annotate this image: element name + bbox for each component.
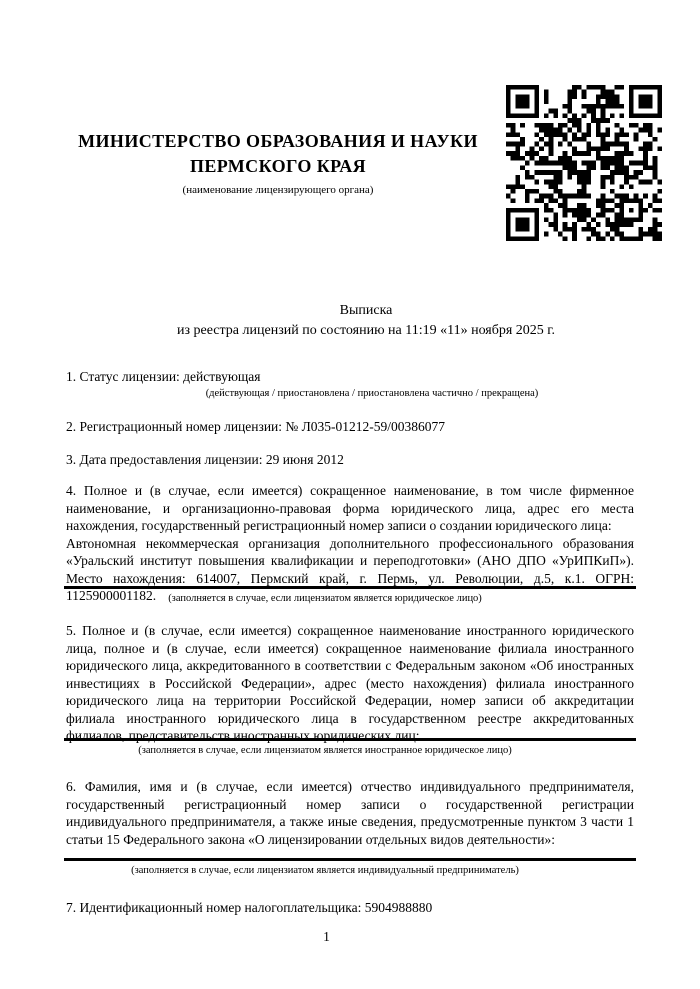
- rule-foreign-entity: [64, 738, 636, 741]
- document-title-line2: из реестра лицензий по состоянию на 11:19 «11» ноября 2025 г.: [177, 323, 555, 338]
- item-foreign-entity: 5. Полное и (в случае, если имеется) сокращенное наименование иностранного юридического лица, полное и (в случае, если имеется) сокращенное наименование филиала иностранного юридического лица, аккредитованного в соответствии с Федеральным законом «Об иностранных инвестициях в Российской Федерации», адрес (место нахождения) филиала иностранного юридического лица на территории Российской Федерации, номер записи об аккредитации филиала иностранного юридического лица в государственном реестре аккредитованных филиалов, представительств иностранных юридических лиц:: [66, 623, 634, 743]
- item-license-status: 1. Статус лицензии: действующая: [66, 369, 261, 384]
- item-legal-entity-label: 4. Полное и (в случае, если имеется) сокращенное наименование, в том числе фирменное наименование, и организационно-правовая форма юридического лица, адрес его места нахождения, государственный регистрационный номер записи о создании юридического лица:: [66, 483, 634, 533]
- item-legal-entity-value: Автономная некоммерческая организация дополнительного профессионального образования «Уральский институт повышения квалификации и переподготовки» (АНО ДПО «УрИПКиП»). Место нахождения: 614007, Пермский край, г. Пермь, ул. Революции, д.5, к.1. ОГРН: 1125900001182.: [66, 535, 634, 603]
- qr-code: [506, 85, 662, 241]
- issuing-authority-header: [66, 129, 490, 196]
- item-grant-date: 3. Дата предоставления лицензии: 29 июня 2012: [66, 452, 344, 467]
- ministry-caption: (наименование лицензирующего органа): [182, 184, 374, 196]
- rule-legal-entity: [64, 586, 636, 589]
- item-registration-number: 2. Регистрационный номер лицензии: № Л035-01212-59/00386077: [66, 419, 446, 434]
- item-license-status-options: (действующая / приостановлена / приостановлена частично / прекращена): [205, 388, 539, 399]
- rule-caption-individual-entrepreneur: (заполняется в случае, если лицензиатом является индивидуальный предприниматель): [131, 865, 519, 876]
- item-individual-entrepreneur: 6. Фамилия, имя и (в случае, если имеется) отчество индивидуального предпринимателя, государственный регистрационный номер записи о государственной регистрации индивидуального предпринимателя, а также иные сведения, предусмотренные пунктом 3 части 1 статьи 15 Федерального закона «О лицензировании отдельных видов деятельности»:: [66, 779, 634, 847]
- qr-code-icon: [506, 85, 662, 241]
- ministry-name-line2: ПЕРМСКОГО КРАЯ: [189, 156, 367, 176]
- ministry-name-line1: МИНИСТЕРСТВО ОБРАЗОВАНИЯ И НАУКИ: [78, 131, 478, 151]
- page-number: 1: [323, 929, 330, 944]
- document-title: [66, 301, 666, 341]
- document-title-line1: Выписка: [339, 303, 393, 318]
- rule-individual-entrepreneur: [64, 858, 636, 861]
- item-taxpayer-number: 7. Идентификационный номер налогоплательщика: 5904988880: [66, 900, 433, 915]
- rule-caption-foreign-entity: (заполняется в случае, если лицензиатом является иностранное юридическое лицо): [138, 745, 512, 756]
- rule-caption-legal-entity: (заполняется в случае, если лицензиатом является юридическое лицо): [168, 593, 482, 604]
